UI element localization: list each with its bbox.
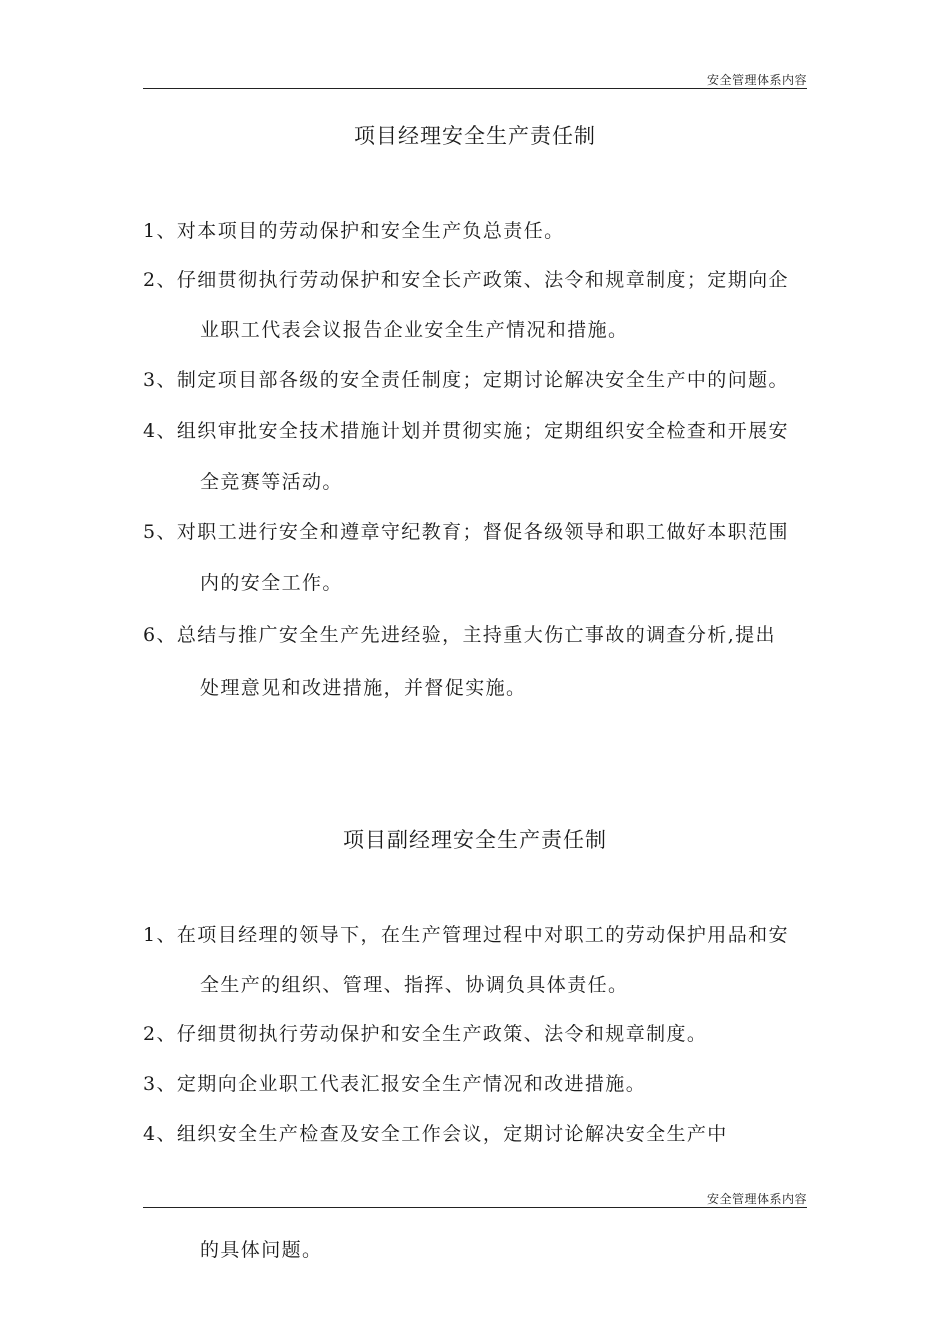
section2-item-2: 2、仔细贯彻执行劳动保护和安全生产政策、法令和规章制度。 bbox=[143, 1023, 708, 1045]
section1-item-5-cont: 内的安全工作。 bbox=[200, 572, 343, 594]
header-rule bbox=[143, 88, 807, 89]
header-rule-2 bbox=[143, 1207, 807, 1208]
section1-item-6-cont: 处理意见和改进措施，并督促实施。 bbox=[200, 677, 527, 699]
section1-item-3: 3、制定项目部各级的安全责任制度；定期讨论解决安全生产中的问题。 bbox=[143, 369, 789, 391]
section2-item-4-cont: 的具体问题。 bbox=[200, 1239, 323, 1261]
section1-item-2: 2、仔细贯彻执行劳动保护和安全长产政策、法令和规章制度；定期向企 bbox=[143, 269, 789, 291]
section1-item-2-cont: 业职工代表会议报告企业安全生产情况和措施。 bbox=[200, 319, 629, 341]
section1-item-6: 6、总结与推广安全生产先进经验，主持重大伤亡事故的调查分析,提出 bbox=[143, 624, 776, 646]
section2-item-1: 1、在项目经理的领导下，在生产管理过程中对职工的劳动保护用品和安 bbox=[143, 924, 789, 946]
section1-title: 项目经理安全生产责任制 bbox=[354, 124, 596, 148]
page-header-text: 安全管理体系内容 bbox=[706, 73, 807, 87]
section1-item-4: 4、组织审批安全技术措施计划并贯彻实施；定期组织安全检查和开展安 bbox=[143, 420, 789, 442]
page-header-text-2: 安全管理体系内容 bbox=[706, 1192, 807, 1206]
section2-title: 项目副经理安全生产责任制 bbox=[343, 828, 607, 852]
section1-item-4-cont: 全竞赛等活动。 bbox=[200, 471, 343, 493]
section2-item-4: 4、组织安全生产检查及安全工作会议，定期讨论解决安全生产中 bbox=[143, 1123, 728, 1145]
section1-item-5: 5、对职工进行安全和遵章守纪教育；督促各级领导和职工做好本职范围 bbox=[143, 521, 789, 543]
section2-item-1-cont: 全生产的组织、管理、指挥、协调负具体责任。 bbox=[200, 974, 629, 996]
section2-item-3: 3、定期向企业职工代表汇报安全生产情况和改进措施。 bbox=[143, 1073, 647, 1095]
section1-item-1: 1、对本项目的劳动保护和安全生产负总责任。 bbox=[143, 220, 565, 242]
